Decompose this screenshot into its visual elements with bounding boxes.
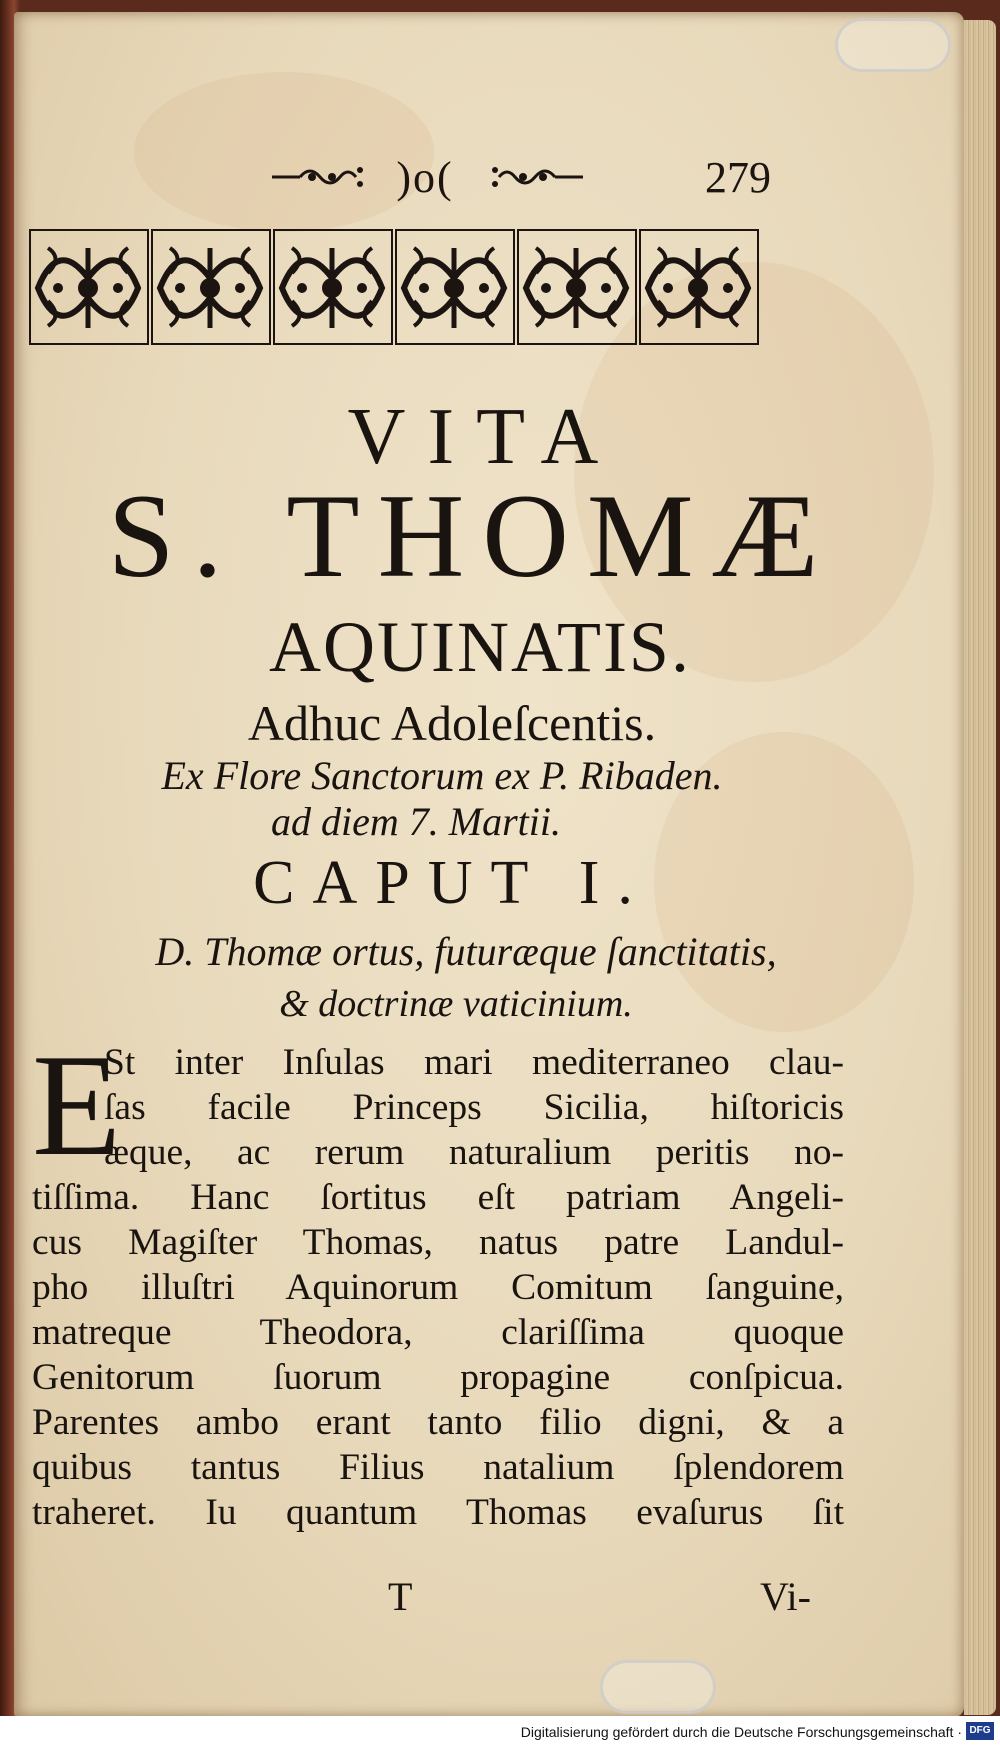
text-line: pho illuſtri Aquinorum Comitum ſanguine,	[32, 1267, 844, 1308]
title-date: ad diem 7. Martii.	[271, 799, 561, 844]
title-source: Ex Flore Sanctorum ex P. Ribaden.	[161, 753, 723, 798]
text-line: Parentes ambo erant tanto filio digni, & a	[32, 1402, 844, 1443]
title-vita: VITA	[347, 393, 621, 481]
header-mark: )o(	[396, 153, 454, 202]
page-clip-top	[835, 18, 951, 72]
running-header	[0, 148, 980, 208]
chapter-heading: CAPUT I.	[253, 849, 651, 917]
text-line: Genitorum ſuorum propagine conſpicua.	[32, 1357, 844, 1398]
ornamental-band-icon	[28, 228, 823, 346]
text-line: tiſſima. Hanc ſortitus eſt patriam Angeli-	[32, 1177, 844, 1218]
page-edges	[964, 20, 996, 1715]
text-line: matreque Theodora, clariſſima quoque	[32, 1312, 844, 1353]
page-clip-bottom	[600, 1660, 716, 1714]
catchword: Vi-	[760, 1574, 811, 1619]
dfg-logo-icon: DFG	[966, 1722, 994, 1740]
drop-cap: E	[32, 1024, 122, 1186]
chapter-summary-line: D. Thomæ ortus, futuræque ſanctitatis,	[155, 929, 777, 974]
text-line: quibus tantus Filius natalium ſplendorem	[32, 1447, 844, 1488]
header-ornament-right-icon	[485, 162, 585, 192]
text-line: æque, ac rerum naturalium peritis no-	[104, 1132, 844, 1173]
text-line: cus Magiſter Thomas, natus patre Landul-	[32, 1222, 844, 1263]
title-adhuc: Adhuc Adoleſcentis.	[247, 695, 657, 751]
header-ornament-left-icon	[270, 162, 370, 192]
page-number: 279	[705, 153, 771, 202]
signature-mark: T	[388, 1574, 413, 1619]
chapter-summary-line: & doctrinæ vaticinium.	[279, 983, 633, 1025]
title-aquinatis: AQUINATIS.	[269, 607, 691, 687]
text-line: St inter Inſulas mari mediterraneo clau-	[104, 1042, 844, 1083]
digitization-credit: Digitalisierung gefördert durch die Deutsche Forschungsgemeinschaft ·	[520, 1724, 962, 1740]
text-line: ſas facile Princeps Sicilia, hiſtoricis	[104, 1087, 844, 1128]
body-paragraph	[32, 1024, 844, 1535]
title-thomae: S. THOMÆ	[107, 469, 837, 602]
text-line: traheret. Iu quantum Thomas evaſurus ſit	[32, 1492, 844, 1533]
